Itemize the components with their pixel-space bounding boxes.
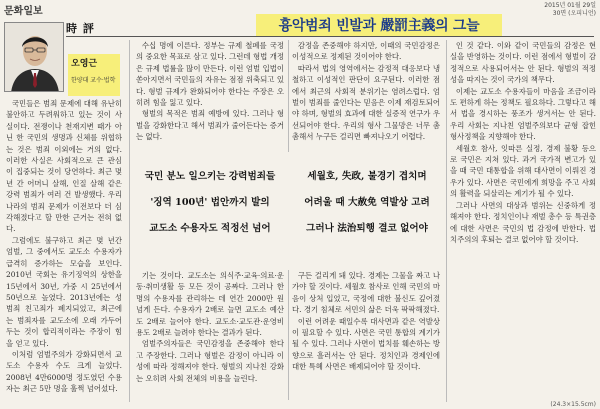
paragraph: 수십 명에 이른다. 정부는 규제 철폐를 국정의 중요한 목표로 삼고 있다. 그런데 형법 개정은 규제 법률을 많이 만든다. 이런 엄벌 입법이 쏟아지면서 국민들의 자유는 점점 위축되고 있다. 형벌 규제가 완화되어야 한다는 주장은 오히려 힘을 잃고 있다. <box>136 41 284 108</box>
article-column-1 <box>6 98 122 400</box>
column-tag: 時 評 <box>66 22 95 35</box>
headline: 흉악범죄 빈발과 嚴罰主義의 그늘 <box>278 18 480 34</box>
pullquote-line: 그러나 法治퇴행 결코 없어야 <box>306 223 428 234</box>
paragraph: 기는 것이다. 교도소는 의식주·교육·의료·운동·취미생활 등 모든 것이 공짜다. 그러나 한 명의 수용자를 관리하는 데 연간 2000만 원 넘게 든다. 수용자가 2배로 늘면 교도소 예산도 2배로 늘어야 한다. 교도소·교도관·운영비용도 2배로 늘려야 한다는 결과가 된다. <box>136 271 284 338</box>
author-photo <box>4 22 64 92</box>
pullquote-left <box>134 164 286 242</box>
top-rule <box>66 36 594 37</box>
pullquote-line: 교도소 수용자도 적정선 넘어 <box>149 223 271 234</box>
column-divider <box>288 270 289 400</box>
dateline-date: 2015년 01월 29일 <box>544 2 596 9</box>
pullquote-line: 국민 분노 일으키는 강력범죄들 <box>144 171 276 182</box>
paragraph: 인 것 같다. 이와 같이 국민들의 감정은 현실을 반영하는 것이다. 이런 점에서 형벌이 감정적으로 사용되어서는 안 된다. 형벌의 적정성을 따지는 것이 국가의 책무다. <box>450 41 596 85</box>
paragraph: 엄벌주의자들은 국민감정을 존중해야 한다고 주장한다. 그러나 형벌은 감정이 아니라 이성에 따라 정해져야 한다. 형벌의 지나친 강화는 오히려 사회 전체의 비용을 늘린다. <box>136 339 284 383</box>
column-divider <box>288 40 289 152</box>
paragraph: 구든 걸리게 돼 있다. 경제는 그물을 짜고 나가야 할 것이다. 세월호 참사로 인해 국민의 마음이 상처 입었고, 국정에 대한 불신도 깊어졌다. 경기 침체로 서민의 삶은 더욱 팍팍해졌다. <box>292 271 440 315</box>
size-note: (24.3×15.5cm) <box>550 401 596 408</box>
paragraph: 이런 어려운 때일수록 대사면과 같은 역발상이 필요할 수 있다. 사면은 국민 통합의 계기가 될 수 있다. 그러나 사면이 법치를 훼손하는 방향으로 흘러서는 안 된다. 정치인과 경제인에 대한 특혜 사면은 배제되어야 할 것이다. <box>292 316 440 372</box>
article-column-3-bottom <box>292 270 440 400</box>
paragraph: 세월호 참사, 잇따른 실정, 경제 불황 등으로 국민은 지쳐 있다. 과거 국가적 변고가 있을 때 국민 대통합을 위해 대사면이 이뤄진 경우가 있다. 사면은 국민에게 희망을 주고 사회의 활력을 되살리는 계기가 될 수 있다. <box>450 143 596 199</box>
article-column-3-top <box>292 40 440 152</box>
paragraph: 형벌의 목적은 범죄 예방에 있다. 그러나 형벌을 강화한다고 해서 범죄가 줄어든다는 증거는 없다. <box>136 109 284 142</box>
paragraph: 이제는 교도소 수용자들이 마음을 조금이라도 편하게 하는 정책도 필요하다. 그렇다고 해서 법을 경시하는 풍조가 생겨서는 안 된다. 우리 사회는 지나친 엄벌주의보다 균형 잡힌 형사정책을 지향해야 한다. <box>450 86 596 142</box>
author-name: 오영근 <box>71 59 98 69</box>
dateline-page: 30면 (오피니언) <box>552 10 596 17</box>
paragraph: 그러나 사면의 대상과 범위는 신중하게 정해져야 한다. 정치인이나 재벌 총수 등 특권층에 대한 사면은 국민의 법 감정에 반한다. 법치주의의 후퇴는 결코 없어야 할 것이다. <box>450 200 596 244</box>
author-portrait-icon <box>5 23 64 92</box>
pullquote-line: 어려울 때 大赦免 역발상 고려 <box>304 197 430 208</box>
pullquote-line: '징역 100년' 법안까지 발의 <box>150 197 270 208</box>
byline-box <box>68 54 120 96</box>
article-column-2-top <box>136 40 284 152</box>
author-title: 한양대 교수·법학 <box>71 77 116 84</box>
pullquote-line: 세월호, 失政, 불경기 겹치며 <box>307 171 427 182</box>
paragraph: 이처럼 엄벌주의가 강화되면서 교도소 수용자 수도 크게 늘었다. 2008년 4만6000명 정도였던 수용자는 최근 5만 명을 훌쩍 넘어섰다. <box>6 349 122 394</box>
paragraph: 따라서 법의 영역에서는 감정적 대응보다 냉철하고 이성적인 판단이 요구된다. 이러한 점에서 최근의 사회적 분위기는 염려스럽다. 엄벌이 범죄를 줄인다는 믿음은 이제 재검토되어야 하며, 형벌의 효과에 대한 실증적 연구가 우선되어야 한다. 우리의 형사 그물망은 너무 촘촘해서 누구든 걸리면 빠져나오기 어렵다. <box>292 63 440 142</box>
paragraph: 감정을 존중해야 하지만, 이때의 국민감정은 이성적으로 정제된 것이어야 한다. <box>292 41 440 62</box>
column-divider <box>446 40 447 402</box>
column-divider <box>129 40 130 402</box>
paragraph: 그럼에도 불구하고 최근 몇 년간 엄벌, 그 중에서도 교도소 수용자가 급격히 증가하는 모습을 보인다. 2010년 국회는 유기징역의 상한을 15년에서 30년, 가중 시 25년에서 50년으로 높였다. 2013년에는 성범죄 친고죄가 폐지되었고, 최근에는 범죄자를 교도소에 오래 가두어 두는 것이 합리적이라는 주장이 힘을 얻고 있다. <box>6 235 122 348</box>
dateline <box>544 2 596 18</box>
article-column-4 <box>450 40 596 400</box>
pullquote-right <box>290 164 444 242</box>
article-column-2-bottom <box>136 270 284 400</box>
paragraph: 국민들은 범죄 문제에 대해 유난히 불안하고 두려워하고 있는 것이 사실이다. 전쟁이나 천재지변 때가 아닌 한 국민의 생명과 신체를 위협하는 것은 범죄 이외에는 거의 없다. 이러한 사실은 사회적으로 큰 관심이 집중되는 것이 당연하다. 최근 몇 년 간 어머니 살해, 인질 살해 같은 강력 범죄가 여러 건 발생했다. 우리나라의 범죄 문제가 이전보다 더 심각해졌다고 할 만한 근거는 전혀 없다. <box>6 99 122 234</box>
masthead: 문화일보 <box>4 6 43 17</box>
headline-box <box>256 14 502 36</box>
